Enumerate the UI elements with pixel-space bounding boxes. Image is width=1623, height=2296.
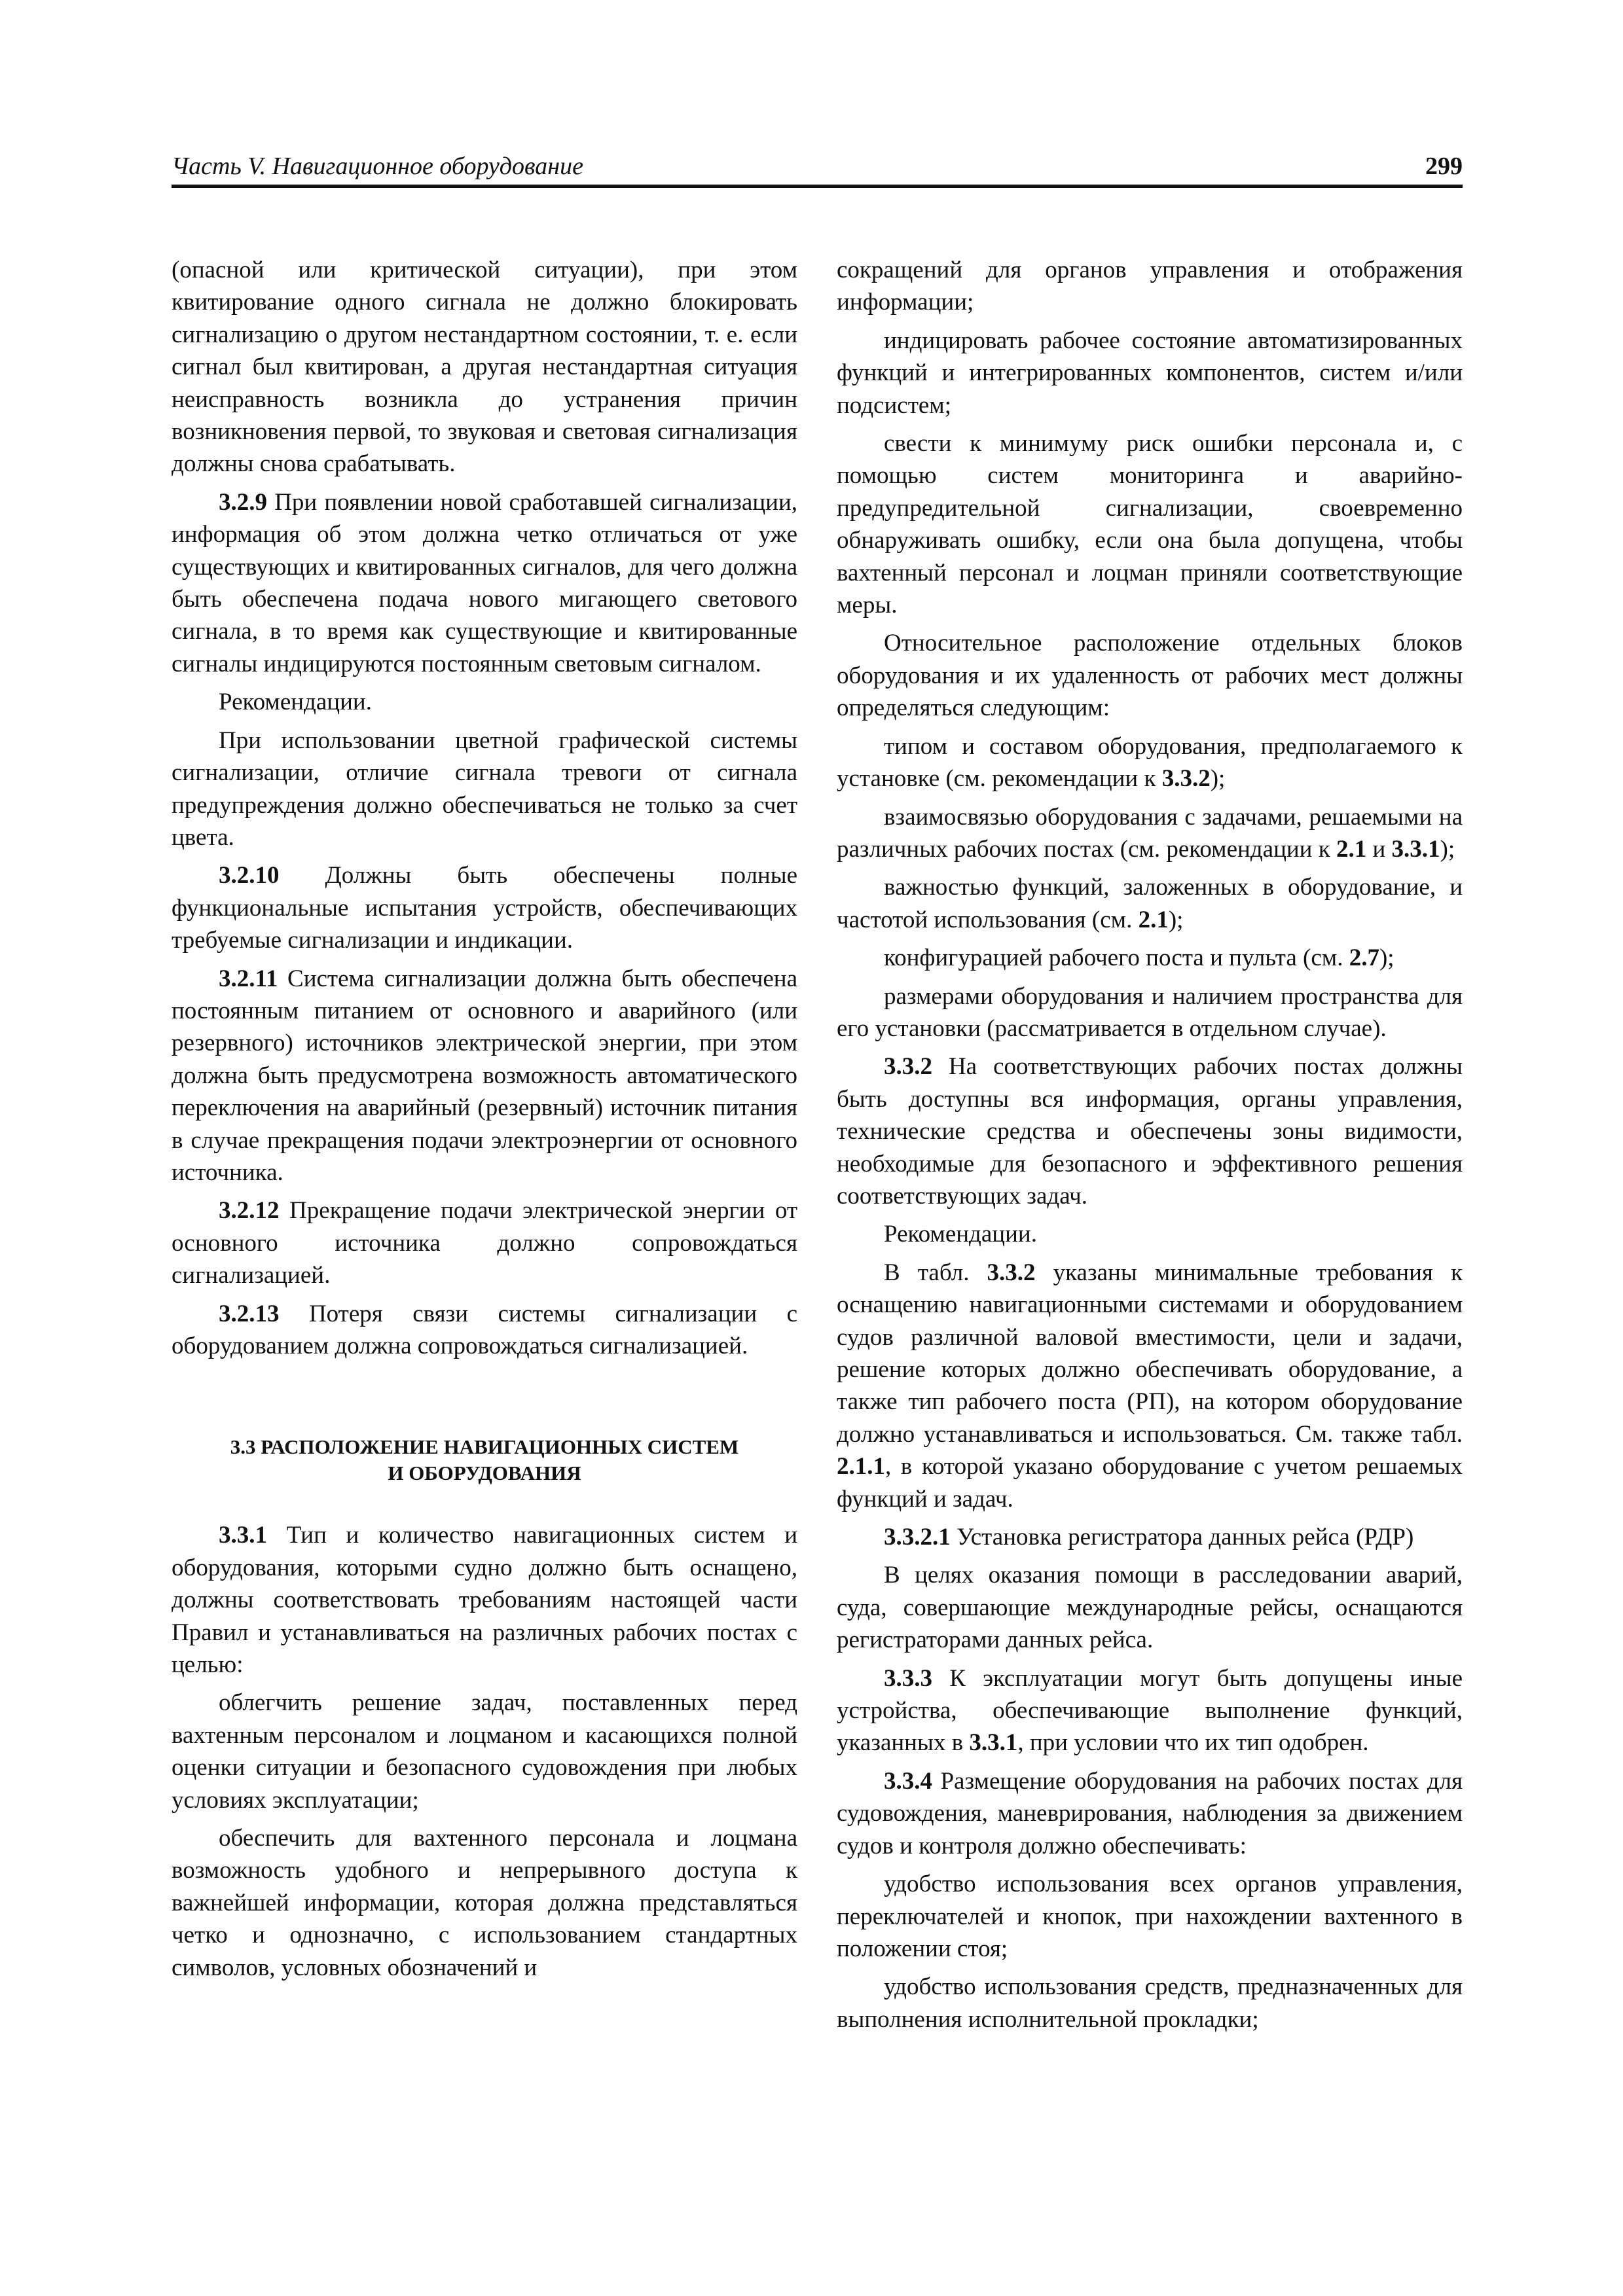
paragraph-3-2-12: 3.2.12 Прекращение подачи электрической энергии от основного источника должно сопровождаться сигнализацией. bbox=[172, 1197, 797, 1289]
clause-number: 3.3.1 bbox=[219, 1522, 267, 1549]
list-item: облегчить решение задач, поставленных перед вахтенным персоналом и лоцманом и касающихся полной оценки ситуации и безопасного судовождения при любых условиях эксплуатации; bbox=[172, 1689, 797, 1814]
list-item: индицировать рабочее состояние автоматизированных функций и интегрированных компонентов, систем и/или подсистем; bbox=[837, 327, 1463, 419]
paragraph: При использовании цветной графической системы сигнализации, отличие сигнала тревоги от сигнала предупреждения должно обеспечиваться не только за счет цвета. bbox=[172, 726, 797, 851]
recommendations-label: Рекомендации. bbox=[884, 1221, 1037, 1248]
paragraph: В целях оказания помощи в расследовании аварий, суда, совершающие международные рейсы, оснащаются регистраторами данных рейса. bbox=[837, 1562, 1463, 1654]
paragraph-3-2-13: 3.2.13 Потеря связи системы сигнализации с оборудованием должна сопровождаться сигнализацией. bbox=[172, 1300, 797, 1359]
clause-number: 3.2.13 bbox=[219, 1300, 280, 1327]
paragraph-3-3-4: 3.3.4 Размещение оборудования на рабочих постах для судовождения, маневрирования, наблюдения за движением судов и контроля должно обеспечивать: bbox=[837, 1767, 1463, 1859]
paragraph-3-3-3: 3.3.3 К эксплуатации могут быть допущены иные устройства, обеспечивающие выполнение функций, указанных в 3.3.1, при условии что их тип одобрен. bbox=[837, 1664, 1463, 1757]
clause-number: 3.2.9 bbox=[219, 488, 267, 516]
clause-number: 3.2.12 bbox=[219, 1197, 280, 1225]
recommendations-label: Рекомендации. bbox=[219, 689, 372, 716]
list-item: удобство использования всех органов управления, переключателей и кнопок, при нахождении вахтенного в положении стоя; bbox=[837, 1871, 1463, 1962]
paragraph-3-2-10: 3.2.10 Должны быть обеспечены полные функциональные испытания устройств, обеспечивающих требуемые сигнализации и индикации. bbox=[172, 862, 797, 954]
section-heading bbox=[172, 1434, 797, 1486]
clause-reference: 2.1 bbox=[1138, 906, 1169, 933]
running-header bbox=[172, 145, 1463, 188]
list-item: размерами оборудования и наличием пространства для его установки (рассматривается в отдельном случае). bbox=[837, 982, 1463, 1042]
section-heading-line: И ОБОРУДОВАНИЯ bbox=[388, 1462, 581, 1485]
paragraph-3-3-2: 3.3.2 На соответствующих рабочих постах должны быть доступны вся информация, органы управления, технические средства и обеспечены зоны видимости, необходимые для безопасного и эффективного решения соответствующих задач. bbox=[837, 1053, 1463, 1210]
paragraph: Относительное расположение отдельных блоков оборудования и их удаленность от рабочих мест должны определяться следующим: bbox=[837, 630, 1463, 722]
list-item: свести к минимуму риск ошибки персонала и, с помощью систем мониторинга и аварийно-предупредительной сигнализации, своевременно обнаруживать ошибку, если она была допущена, чтобы вахтенный персонал и лоцман приняли соответствующие меры. bbox=[837, 430, 1463, 619]
clause-number: 3.3.2.1 bbox=[884, 1524, 951, 1551]
clause-reference: 3.3.1 bbox=[1391, 835, 1440, 863]
table-reference: 2.1.1 bbox=[837, 1453, 885, 1480]
list-item: обеспечить для вахтенного персонала и лоцмана возможность удобного и непрерывного доступа к важнейшей информации, которая должна представляться четко и однозначно, с использованием стандартных символов, условных обозначений и bbox=[172, 1825, 797, 1981]
list-item: удобство использования средств, предназначенных для выполнения исполнительной прокладки; bbox=[837, 1973, 1463, 2033]
list-item: взаимосвязью оборудования с задачами, решаемыми на различных рабочих постах (см. рекомендации к 2.1 и 3.3.1); bbox=[837, 803, 1463, 863]
clause-number: 3.3.3 bbox=[884, 1664, 932, 1692]
paragraph-3-2-9: 3.2.9 При появлении новой сработавшей сигнализации, информация об этом должна четко отличаться от уже существующих и квитированных сигналов, для чего должна быть обеспечена подача нового мигающего светового сигнала, в то время как существующие и квитированные сигналы индицируются постоянным световым сигналом. bbox=[172, 488, 797, 677]
clause-reference: 3.3.2 bbox=[1161, 765, 1211, 793]
table-reference: 3.3.2 bbox=[987, 1259, 1036, 1286]
paragraph: сокращений для органов управления и отображения информации; bbox=[837, 257, 1463, 316]
left-column bbox=[172, 254, 797, 1990]
section-heading-line: 3.3 РАСПОЛОЖЕНИЕ НАВИГАЦИОННЫХ СИСТЕМ bbox=[230, 1435, 739, 1459]
clause-number: 3.2.11 bbox=[219, 965, 278, 992]
paragraph-3-3-1: 3.3.1 Тип и количество навигационных систем и оборудования, которыми судно должно быть оснащено, должны соответствовать требованиям настоящей части Правил и устанавливаться на различных рабочих постах с целью: bbox=[172, 1522, 797, 1679]
running-header-title: Часть V. Навигационное оборудование bbox=[172, 152, 583, 180]
clause-reference: 2.1 bbox=[1336, 835, 1367, 863]
list-item: типом и составом оборудования, предполагаемого к установке (см. рекомендации к 3.3.2); bbox=[837, 732, 1463, 793]
list-item: конфигурацией рабочего поста и пульта (см. 2.7); bbox=[884, 944, 1395, 972]
paragraph-3-3-2-1: 3.3.2.1 Установка регистратора данных рейса (РДР) bbox=[884, 1524, 1414, 1551]
paragraph: В табл. 3.3.2 указаны минимальные требования к оснащению навигационными системами и оборудованием судов различной валовой вместимости, цели и задачи, решение которых должно обеспечивать оборудование, а также тип рабочего поста (РП), на котором оборудование должно устанавливаться и использоваться. См. также табл. 2.1.1, в которой указано оборудование с учетом решаемых функций и задач. bbox=[837, 1259, 1463, 1513]
paragraph-3-2-11: 3.2.11 Система сигнализации должна быть обеспечена постоянным питанием от основного и аварийного (или резервного) источников электрической энергии, при этом должна быть предусмотрена возможность автоматического переключения на аварийный (резервный) источник питания в случае прекращения подачи электроэнергии от основного источника. bbox=[172, 965, 797, 1186]
right-column bbox=[837, 254, 1463, 2041]
clause-number: 3.3.2 bbox=[884, 1053, 932, 1081]
clause-number: 3.2.10 bbox=[219, 862, 280, 889]
page-number: 299 bbox=[1425, 152, 1463, 180]
list-item: важностью функций, заложенных в оборудование, и частотой использования (см. 2.1); bbox=[837, 874, 1463, 933]
clause-reference: 3.3.1 bbox=[969, 1729, 1018, 1757]
paragraph: (опасной или критической ситуации), при этом квитирование одного сигнала не должно блокировать сигнализацию о другом нестандартном состоянии, т. е. если сигнал был квитирован, а другая нестандартная ситуация неисправность возникла до устранения причин возникновения первой, то звуковая и световая сигнализация должны снова срабатывать. bbox=[172, 257, 797, 478]
clause-reference: 2.7 bbox=[1349, 944, 1379, 972]
clause-number: 3.3.4 bbox=[884, 1767, 932, 1795]
